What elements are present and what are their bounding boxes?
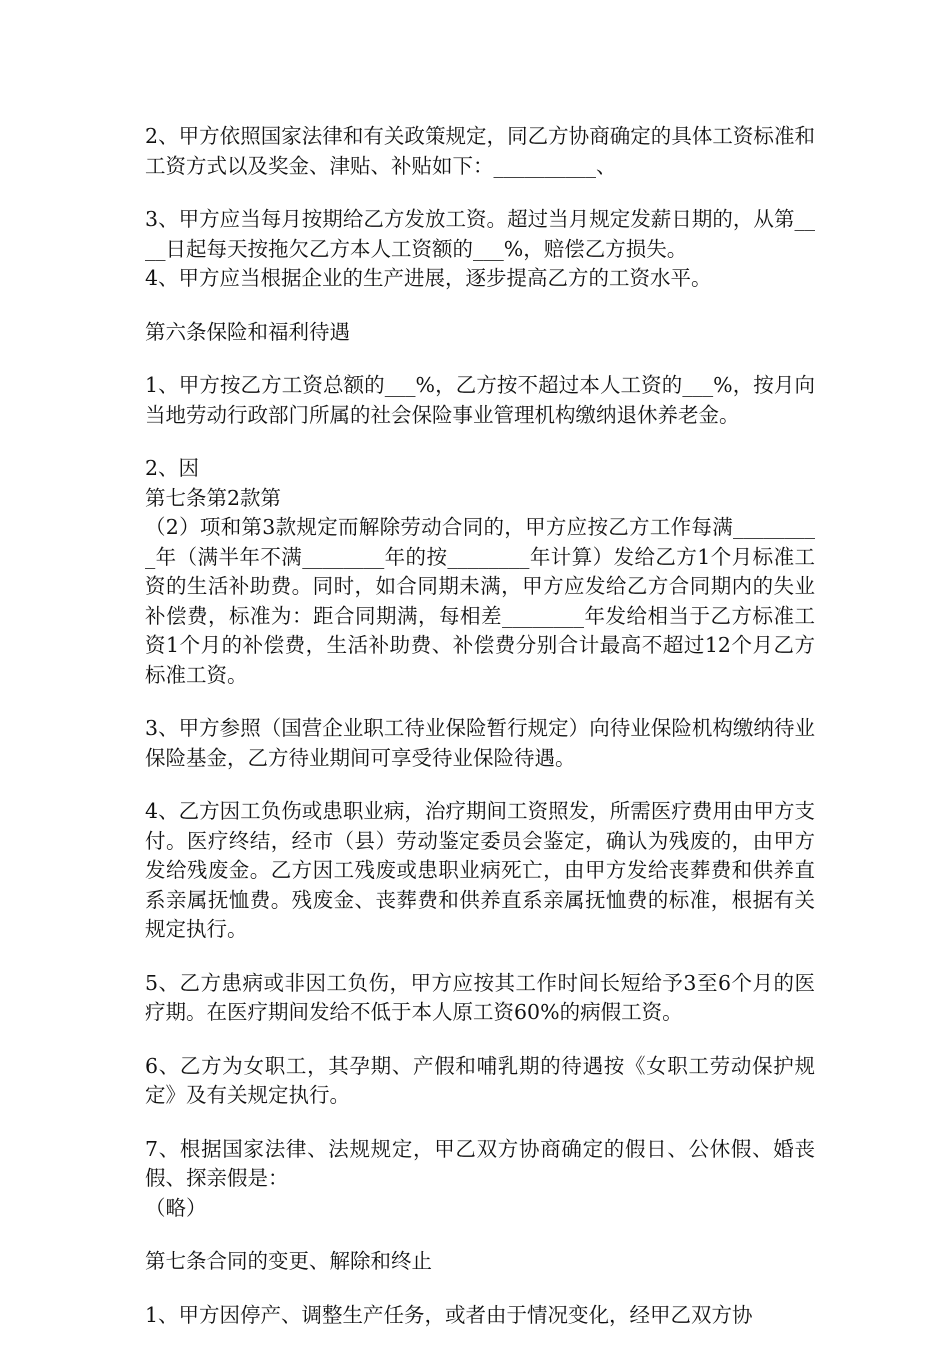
- document-page: [145, 122, 815, 1354]
- clause-termination-intro: 2、因: [145, 456, 200, 480]
- clause-unemployment-insurance: 3、甲方参照（国营企业职工待业保险暂行规定）向待业保险机构缴纳待业保险基金，乙方待业期间可享受待业保险待遇。: [145, 716, 815, 770]
- clause-wage-standard: 2、甲方依照国家法律和有关政策规定，同乙方协商确定的具体工资标准和工资方式以及奖金、津贴、补贴如下：__________、: [145, 124, 815, 178]
- clause-holidays-omitted: （略）: [145, 1195, 207, 1220]
- clause-termination-reference: 第七条第2款第: [145, 485, 282, 510]
- section-heading-insurance: 第六条保险和福利待遇: [145, 319, 350, 344]
- clause-holidays: 7、根据国家法律、法规规定，甲乙双方协商确定的假日、公休假、婚丧假、探亲假是：: [145, 1136, 815, 1190]
- clause-pension: 1、甲方按乙方工资总额的___%，乙方按不超过本人工资的___%，按月向当地劳动行政部门所属的社会保险事业管理机构缴纳退休养老金。: [145, 373, 815, 427]
- clause-female-workers: 6、乙方为女职工，其孕期、产假和哺乳期的待遇按《女职工劳动保护规定》及有关规定执行。: [145, 1053, 815, 1107]
- clause-termination-compensation: （2）项和第3款规定而解除劳动合同的，甲方应按乙方工作每满_________年（满半年不满________年的按________年计算）发给乙方1个月标准工资的生活补助费。同时，如合同期未满，甲方应发给乙方合同期内的失业补偿费，标准为：距合同期满，每相差________年发给相当于乙方标准工资1个月的补偿费，生活补助费、补偿费分别合计最高不超过12个月乙方标准工资。: [145, 515, 815, 687]
- clause-work-injury: 4、乙方因工负伤或患职业病，治疗期间工资照发，所需医疗费用由甲方支付。医疗终结，经市（县）劳动鉴定委员会鉴定，确认为残废的，由甲方发给残废金。乙方因工残废或患职业病死亡，由甲方发给丧葬费和供养直系亲属抚恤费。残废金、丧葬费和供养直系亲属抚恤费的标准，根据有关规定执行。: [145, 799, 815, 941]
- clause-wage-payment: 3、甲方应当每月按期给乙方发放工资。超过当月规定发薪日期的，从第____日起每天按拖欠乙方本人工资额的___%，赔偿乙方损失。: [145, 207, 815, 261]
- clause-medical-period: 5、乙方患病或非因工负伤，甲方应按其工作时间长短给予3至6个月的医疗期。在医疗期间发给不低于本人原工资60%的病假工资。: [145, 970, 815, 1024]
- clause-contract-change: 1、甲方因停产、调整生产任务，或者由于情况变化，经甲乙双方协: [145, 1302, 753, 1327]
- clause-wage-increase: 4、甲方应当根据企业的生产进展，逐步提高乙方的工资水平。: [145, 266, 712, 290]
- section-heading-contract-change: 第七条合同的变更、解除和终止: [145, 1249, 432, 1273]
